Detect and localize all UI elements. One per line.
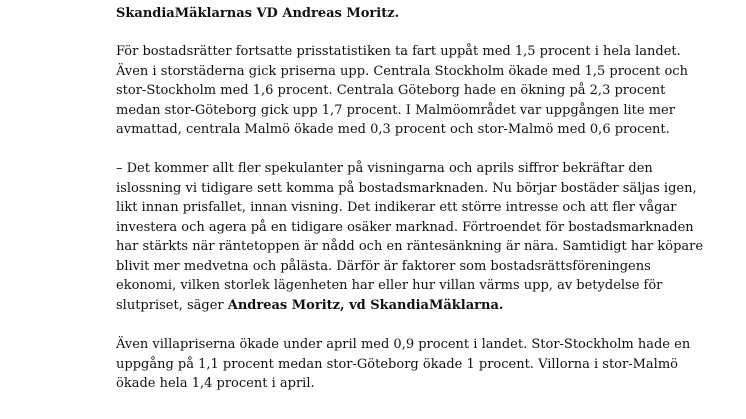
text-line: islossning vi tidigare sett komma på bostadsmarknaden. Nu börjar bostäder säljas igen, (116, 180, 697, 196)
text-line: stor-Stockholm med 1,6 procent. Centrala Göteborg hade en ökning på 2,3 procent (116, 83, 666, 98)
text-line: blivit mer medvetna och pålästa. Därför är faktorer som bostadsrättsföreningens (116, 258, 651, 274)
paragraph-quote (116, 159, 703, 315)
text-line: – Det kommer allt fler spekulanter på visningarna och aprils siffror bekräftar den (116, 161, 653, 176)
attribution-name: Andreas Moritz, vd SkandiaMäklarna. (227, 297, 504, 313)
text-line: har stärkts när räntetoppen är nådd och en räntesänkning är nära. Samtidigt har köpare (116, 239, 704, 254)
paragraph-villapriser (116, 335, 690, 394)
text-line: uppgång på 1,1 procent medan stor-Göteborg ökade 1 procent. Villorna i stor-Malmö (116, 356, 678, 372)
text-line: avmattad, centrala Malmö ökade med 0,3 procent och stor-Malmö med 0,6 procent. (116, 122, 670, 137)
text-line: ökade hela 1,4 procent i april. (116, 376, 315, 391)
text-line: För bostadsrätter fortsatte prisstatistiken ta fart uppåt med 1,5 procent i hela landet. (116, 44, 681, 59)
text-line: Även villapriserna ökade under april med 0,9 procent i landet. Stor-Stockholm hade en (116, 337, 691, 352)
paragraph-bostadsratter (116, 42, 688, 140)
text-line: investera och agera på en tidigare osäker marknad. Förtroendet för bostadsmarknaden (116, 219, 694, 235)
attribution-prefix: slutpriset, säger (116, 297, 228, 313)
heading-line: SkandiaMäklarnas VD Andreas Moritz. (116, 6, 400, 21)
text-line: ekonomi, vilken storlek lägenheten har eller hur villan värms upp, av betydelse för (116, 278, 663, 293)
text-line: Även i storstäderna gick priserna upp. Centrala Stockholm ökade med 1,5 procent och (116, 63, 688, 79)
text-line-attribution (116, 296, 703, 316)
text-line: likt innan prisfallet, innan visning. Det indikerar ett större intresse och att fler vågar (116, 200, 677, 215)
text-line: medan stor-Göteborg gick upp 1,7 procent. I Malmöområdet var uppgången lite mer (116, 102, 675, 118)
